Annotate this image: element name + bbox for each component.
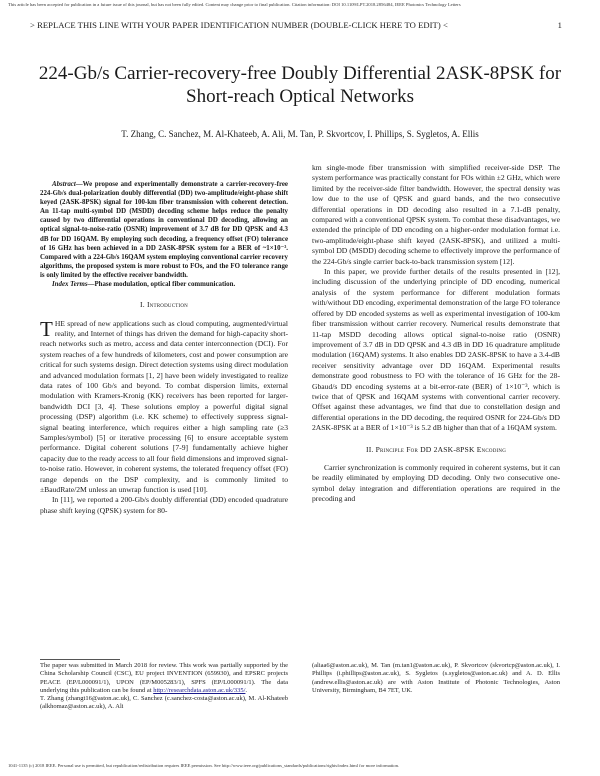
header-text: > REPLACE THIS LINE WITH YOUR PAPER IDENTIFICATION NUMBER (DOUBLE-CLICK HERE TO EDIT) <	[30, 20, 448, 30]
footnote-author-emails: T. Zhang (zhangt16@aston.ac.uk), C. Sanchez (c.sanchez-costa@aston.ac.uk), M. Al-Khateeb (alkhomaz@aston.ac.uk), A. Ali	[40, 695, 288, 711]
intro-paragraph-2: In [11], we reported a 200-Gb/s doubly differential (DD) encoded quadrature phase shift keying (QPSK) system for 80-	[40, 495, 288, 515]
left-column	[40, 180, 288, 516]
intro-paragraph-4: In this paper, we provide further details of the results presented in [12], including discussion of the underlying principle of DD encoding, numerical analysis of the system performance for different modulation formats with/without DD encoding, experimental demonstration of the large FO tolerance offered by DD encoded systems as well as experimental investigation of 100-km fiber transmission without carrier recovery. Numerical results demonstrate that 11-tap MSDD decoding allows optical signal-to-noise ratio (OSNR) improvement of 3.7 dB in DD QPSK and 4.3 dB in DD 16 quadrature amplitude modulation (16QAM) systems. It also enables DD 2ASK-8PSK to have a 3.4-dB receiver sensitivity advantage over DD 16QAM. Experimental results demonstrate good robustness to FO with the tolerance of 16 GHz for the 28-Gbaud/s DD encoding systems at a bit-error-rate (BER) of 1×10⁻³, which is twice that of QPSK and 16QAM systems with conventional carrier recovery. Offset against these advantages, we find that due to constellation design and differential operations in the DD decoding, the required OSNR for 224-Gb/s DD 2ASK-8PSK at a BER of 1×10⁻³ is 5.2 dB higher than that of a 16QAM system.	[312, 267, 560, 433]
copyright-line: 1041-1135 (c) 2018 IEEE. Personal use is permitted, but republication/redistribution requires IEEE permission. See http://www.ieee.org/publications_standards/publications/rights/index.html for more information.	[8, 763, 400, 768]
abstract-text: —We propose and experimentally demonstrate a carrier-recovery-free 224-Gb/s dual-polarization doubly differential (DD) two-amplitude/eight-phase shift keyed (2ASK-8PSK) signal for 100-km fiber transmission with coherent detection. An 11-tap multi-symbol DD (MSDD) decoding scheme helps reduce the penalty caused by two differential operations in conventional DD decoding, allowing an optical signal-to-noise-ratio (OSNR) improvement of 3.7 dB for DD QPSK and 4.3 dB for DD 16QAM. By employing such decoding, a frequency offset (FO) tolerance of 16 GHz has been achieved in a DD 2ASK-8PSK system for a BER of ~1×10⁻³. Compared with a 224-Gb/s 16QAM system employing conventional carrier recovery algorithms, the proposed system is more robust to FOs, and the FO tolerance range is only limited by the effective receiver bandwidth.	[40, 181, 288, 279]
drop-cap: T	[40, 316, 53, 341]
abstract	[40, 180, 288, 280]
footnote-period: .	[245, 686, 248, 694]
footnote-divider	[40, 659, 120, 660]
intro-paragraph-1-text: HE spread of new applications such as cloud computing, augmented/virtual reality, and Internet of things has driven the demand for high-capacity short-reach networks such as metro, access and data center interconnection (DCI). For system reaches of a few hundreds of kilometers, cost and power consumption are critical for such systems design. Direct detection systems using direct modulation and advanced modulation formats [1, 2] have been widely investigated to realize data rates of 100 Gb/s and beyond. To combat dispersion limits, external modulation with Kramers-Kronig (KK) receivers has been reported for larger-bandwidth DCI [3, 4]. These solutions employ a powerful digital signal processing (DSP) algorithm (i.e. KK scheme) to effectively suppress signal-signal beating interference, which requires either a high sampling rate (≥3 Samples/symbol) [5] or iterative processing [6] to ensure acceptable system performance. Digital coherent solutions [7-9] fundamentally achieve higher capacity due to the ready access to all four field dimensions and improved signal-to-noise ratio. However, in coherent systems, the tolerated frequency offset (FO) range depends on the DSP complexity, and is commonly limited to ±BaudRate/2M unless an unwrap function is used [10].	[40, 318, 288, 495]
footnote-left	[40, 662, 288, 712]
paper-title: 224-Gb/s Carrier-recovery-free Doubly Differential 2ASK-8PSK for Short-reach Optical Networks	[38, 63, 562, 107]
footnote-funding: The paper was submitted in March 2018 for review. This work was partially supported by the China Scholarship Council (CSC), EU project INVENTION (659930), and EPSRC projects PEACE (EP/L000091/1), UPON (EP/M005283/1), SPFS (EP/L000091/1). The data underlying this publication can be found at	[40, 662, 288, 694]
index-terms	[40, 280, 288, 289]
principle-paragraph-1: Carrier synchronization is commonly required in coherent systems, but it can be readily eliminated by employing DD decoding. Only two consecutive one-symbol delay integration and differentiation operations are required in the precoding and	[312, 462, 560, 504]
index-terms-label: Index Terms	[52, 281, 88, 289]
section-heading-principle: II. Principle For DD 2ASK-8PSK Encoding	[365, 444, 507, 454]
data-repository-link[interactable]: http://researchdata.aston.ac.uk/335/	[153, 686, 246, 694]
page-number: 1	[557, 20, 562, 30]
intro-paragraph-1	[40, 316, 288, 496]
footnote-right: (aliaa6@aston.ac.uk), M. Tan (m.tan1@aston.ac.uk), P. Skvortcov (skvortcp@aston.ac.uk), I. Phillips (i.phillips@aston.ac.uk), S. Sygletos (s.sygletos@aston.ac.uk) and A. D. Ellis (andrew.ellis@aston.ac.uk) are with Aston Institute of Photonic Technologies, Aston University, Birmingham, B4 7ET, UK.	[312, 662, 560, 694]
author-list: T. Zhang, C. Sanchez, M. Al-Khateeb, A. Ali, M. Tan, P. Skvortcov, I. Phillips, S. Sygletos, A. Ellis	[121, 129, 479, 139]
abstract-label: Abstract	[52, 181, 76, 188]
journal-notice: This article has been accepted for publication in a future issue of this journal, but has not been fully edited. Content may change prior to final publication. Citation information: DOI 10.1109/LPT.2018.2856484, IEEE Photonics Technology Letters	[8, 2, 461, 7]
running-header	[30, 20, 570, 30]
section-heading-introduction: I. Introduction	[140, 300, 188, 310]
index-terms-text: —Phase modulation, optical fiber communication.	[87, 281, 236, 289]
right-column	[312, 163, 560, 505]
intro-paragraph-3: km single-mode fiber transmission with simplified receiver-side DSP. The system performance was practically constant for FOs within ±2 GHz, which were limited by the receiver-side filter bandwidth. However, the spectral density was low due to the use of QPSK and guard bands, and the two consecutive differential operations in DD decoding also resulted in a 7.1-dB penalty, compared with a conventional QPSK system. To combat these disadvantages, we extended the principle of DD encoding on a higher-order modulation format i.e. two-amplitude/eight-phase shift keyed (2ASK-8PSK), and utilized a multi-symbol DD (MSDD) decoding scheme to effectively improve the performance of the 224-Gb/s single carrier back-to-back transmission system [12].	[312, 163, 560, 266]
